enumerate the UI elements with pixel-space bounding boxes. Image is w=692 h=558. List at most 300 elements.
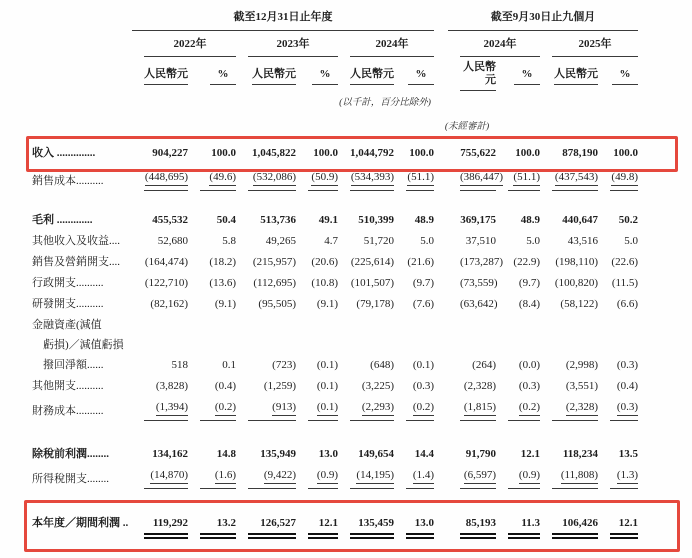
cell-value: (58,122): [560, 298, 598, 310]
cell-value: (0.1): [317, 401, 338, 416]
cell: [236, 397, 296, 425]
cell-value: 106,426: [562, 517, 598, 529]
cell: [394, 252, 434, 273]
cell-value: (6.6): [616, 298, 638, 310]
cell: [598, 397, 638, 425]
cell-value: 49.1: [318, 213, 338, 226]
cell-value: 14.8: [216, 447, 236, 460]
cell-value: (8.4): [518, 298, 540, 310]
cell: [296, 231, 338, 252]
cell: [236, 231, 296, 252]
cell-value: 13.2: [216, 517, 236, 529]
cell-value: (1.6): [215, 469, 236, 484]
cell: [394, 273, 434, 294]
cell-value: (1,815): [464, 401, 496, 416]
unit-header-row: [32, 61, 638, 91]
cell-value: (3,828): [155, 380, 188, 392]
row-label: 虧損)／減值虧損: [43, 338, 124, 351]
cell: [394, 231, 434, 252]
row-label: 行政開支..........: [32, 277, 104, 289]
cell: [132, 294, 188, 315]
cell: [598, 139, 638, 167]
rmb-header: 人民幣元: [132, 61, 188, 91]
cell: [496, 465, 540, 493]
cell: [434, 376, 496, 397]
units-note: (以千計，百分比除外): [339, 97, 431, 108]
table-row: [32, 167, 638, 195]
cell-value: 518: [171, 359, 188, 371]
cell-value: (10.8): [311, 277, 338, 289]
cell: [296, 397, 338, 425]
cell-value: 12.1: [618, 517, 638, 529]
cell-value: 440,647: [562, 213, 598, 226]
cell: [394, 443, 434, 465]
cell-value: (215,957): [252, 256, 296, 268]
cell-value: (532,086): [253, 171, 296, 186]
cell: [236, 273, 296, 294]
cell-value: (6,597): [464, 469, 496, 484]
cell-value: (173,287): [460, 256, 504, 268]
cell-value: (11.5): [611, 277, 638, 289]
table-row: [32, 209, 638, 231]
cell: [188, 209, 236, 231]
table-row: [32, 465, 638, 493]
cell-value: 48.9: [520, 213, 540, 226]
cell-value: 5.0: [526, 235, 540, 247]
cell-value: 118,234: [562, 447, 598, 460]
cell: [496, 443, 540, 465]
cell-value: (49.8): [611, 171, 638, 186]
row-label: 毛利 .............: [32, 213, 93, 226]
row-label: 撥回淨額......: [43, 359, 104, 371]
label-column-spacer: [32, 61, 132, 91]
cell: [188, 294, 236, 315]
cell: [132, 273, 188, 294]
cell: [394, 511, 434, 545]
cell: [598, 443, 638, 465]
cell-value: (1,259): [263, 380, 296, 392]
year-header-9m-2025: 2025年: [540, 34, 638, 61]
cell: [338, 294, 394, 315]
cell: [540, 209, 598, 231]
cell: [338, 355, 394, 376]
cell-value: (448,695): [145, 171, 188, 186]
cell-value: 149,654: [358, 447, 394, 460]
spacer-row: [32, 425, 638, 443]
cell: [496, 397, 540, 425]
cell: [188, 139, 236, 167]
row-label: 金融資產(減值: [32, 318, 102, 331]
cell: [188, 315, 236, 335]
cell: [296, 209, 338, 231]
cell-value: (73,559): [460, 277, 498, 289]
cell: [188, 335, 236, 355]
cell: [188, 465, 236, 493]
rmb-header: 人民幣元: [434, 61, 496, 91]
table-row: [32, 231, 638, 252]
table-row: [32, 443, 638, 465]
cell: [434, 397, 496, 425]
cell-value: (386,447): [460, 171, 503, 186]
cell: [540, 252, 598, 273]
cell: [540, 397, 598, 425]
cell: [434, 139, 496, 167]
cell-value: 51,720: [363, 235, 394, 247]
year-header-2023: 2023年: [236, 34, 338, 61]
cell-value: (20.6): [311, 256, 338, 268]
cell-value: (0.9): [519, 469, 540, 484]
cell: [338, 465, 394, 493]
cell-value: 12.1: [318, 517, 338, 529]
cell: [496, 139, 540, 167]
cell-value: (22.9): [513, 256, 540, 268]
cell-value: 0.1: [222, 359, 236, 371]
cell: [394, 335, 434, 355]
cell-value: (122,710): [144, 277, 188, 289]
cell-value: (0.3): [412, 380, 434, 392]
table-row: [32, 139, 638, 167]
cell-value: (0.2): [519, 401, 540, 416]
cell-value: (0.1): [316, 359, 338, 371]
row-label: 收入 ..............: [32, 146, 96, 159]
row-label: 銷售成本..........: [32, 174, 104, 187]
cell-value: (2,293): [362, 401, 394, 416]
cell-value: 49,265: [265, 235, 296, 247]
cell: [540, 511, 598, 545]
cell-value: 100.0: [515, 146, 540, 159]
cell: [434, 294, 496, 315]
cell: [132, 355, 188, 376]
cell: [132, 252, 188, 273]
cell: [434, 231, 496, 252]
table-row: [32, 511, 638, 545]
cell-value: 135,949: [260, 447, 296, 460]
cell: [236, 511, 296, 545]
cell: [540, 355, 598, 376]
cell: [540, 139, 598, 167]
cell: [338, 139, 394, 167]
cell: [132, 443, 188, 465]
cell-value: (50.9): [311, 171, 338, 186]
cell: [394, 294, 434, 315]
percent-header: %: [598, 61, 638, 91]
cell-value: (198,110): [555, 256, 598, 268]
cell: [598, 167, 638, 195]
cell-value: 904,227: [152, 146, 188, 159]
cell: [434, 511, 496, 545]
cell-value: (913): [272, 401, 296, 416]
cell: [236, 167, 296, 195]
cell: [540, 315, 598, 335]
cell: [236, 315, 296, 335]
cell: [540, 294, 598, 315]
cell: [434, 355, 496, 376]
cell: [434, 273, 496, 294]
cell: [338, 315, 394, 335]
cell: [338, 511, 394, 545]
cell: [236, 252, 296, 273]
cell: [338, 273, 394, 294]
cell: [296, 443, 338, 465]
cell-value: (82,162): [150, 298, 188, 310]
cell: [188, 273, 236, 294]
cell: [188, 397, 236, 425]
period-group-nine-months-label: 截至9月30日止九個月: [448, 11, 638, 31]
cell: [394, 209, 434, 231]
cell-value: (437,543): [555, 171, 598, 186]
cell-value: (648): [370, 359, 394, 371]
cell: [598, 209, 638, 231]
cell-value: 13.0: [414, 517, 434, 529]
cell-value: (21.6): [407, 256, 434, 268]
cell-value: 5.8: [222, 235, 236, 247]
cell: [132, 231, 188, 252]
cell-value: 13.0: [318, 447, 338, 460]
cell: [496, 376, 540, 397]
cell-value: 100.0: [409, 146, 434, 159]
cell-value: (13.6): [209, 277, 236, 289]
cell-value: (9.1): [214, 298, 236, 310]
cell-value: (0.2): [215, 401, 236, 416]
cell: [132, 167, 188, 195]
cell-value: (7.6): [412, 298, 434, 310]
cell-value: (0.3): [616, 359, 638, 371]
cell: [296, 167, 338, 195]
cell: [188, 376, 236, 397]
unaudited-note: (未經審計): [444, 121, 490, 132]
cell-value: 755,622: [460, 146, 496, 159]
cell-value: (51.1): [407, 171, 434, 186]
table-row: [32, 376, 638, 397]
cell: [394, 465, 434, 493]
cell: [496, 209, 540, 231]
cell: [236, 355, 296, 376]
table-body: [32, 139, 638, 545]
cell: [598, 465, 638, 493]
percent-header: %: [496, 61, 540, 91]
cell-value: (112,695): [253, 277, 296, 289]
cell-value: (3,551): [565, 380, 598, 392]
row-label: 其他開支..........: [32, 380, 104, 392]
cell: [598, 511, 638, 545]
cell-value: 5.0: [624, 235, 638, 247]
table-row: [32, 397, 638, 425]
table-row: [32, 252, 638, 273]
table-row: [32, 273, 638, 294]
cell: [598, 252, 638, 273]
cell: [296, 511, 338, 545]
cell: [598, 315, 638, 335]
cell-value: (0.9): [317, 469, 338, 484]
cell-value: (49.6): [209, 171, 236, 186]
cell: [236, 294, 296, 315]
cell: [394, 167, 434, 195]
cell-value: 134,162: [152, 447, 188, 460]
cell: [434, 167, 504, 195]
table-row: [32, 315, 638, 335]
cell-value: (0.0): [518, 359, 540, 371]
cell: [540, 376, 598, 397]
cell-value: (63,642): [460, 298, 498, 310]
cell: [338, 335, 394, 355]
cell: [394, 139, 434, 167]
cell: [338, 376, 394, 397]
cell-value: 126,527: [260, 517, 296, 529]
cell: [188, 355, 236, 376]
row-label: 除稅前利潤........: [32, 447, 109, 460]
cell-value: (0.1): [316, 380, 338, 392]
cell: [338, 231, 394, 252]
cell-value: 12.1: [520, 447, 540, 460]
cell: [132, 315, 188, 335]
row-label: 銷售及營銷開支....: [32, 256, 120, 268]
cell-value: 1,045,822: [252, 146, 296, 159]
label-column-spacer: [32, 8, 132, 34]
cell: [496, 315, 540, 335]
rmb-header: 人民幣元: [236, 61, 296, 91]
row-label: 其他收入及收益....: [32, 235, 120, 247]
cell-value: (2,998): [565, 359, 598, 371]
cell: [496, 294, 540, 315]
cell-value: 100.0: [313, 146, 338, 159]
cell: [338, 443, 394, 465]
cell-value: (18.2): [209, 256, 236, 268]
table-row: [32, 355, 638, 376]
cell: [236, 443, 296, 465]
cell: [338, 252, 394, 273]
cell-value: (723): [272, 359, 296, 371]
cell-value: (0.3): [617, 401, 638, 416]
cell-value: (14,870): [150, 469, 188, 484]
cell: [188, 443, 236, 465]
cell-value: (9,422): [264, 469, 296, 484]
cell-value: 50.2: [618, 213, 638, 226]
cell: [540, 335, 598, 355]
year-header-9m-2024: 2024年: [434, 34, 540, 61]
units-note-row: [32, 91, 638, 115]
financial-table: [32, 8, 638, 545]
cell: [132, 209, 188, 231]
rmb-header: 人民幣元: [540, 61, 598, 91]
cell: [434, 315, 496, 335]
cell-value: 135,459: [358, 517, 394, 529]
percent-header: %: [394, 61, 434, 91]
cell-value: (14,195): [356, 469, 394, 484]
cell-value: 455,532: [152, 213, 188, 226]
cell: [540, 167, 598, 195]
cell: [236, 376, 296, 397]
cell: [540, 465, 598, 493]
cell-value: 11.3: [521, 517, 540, 529]
cell: [598, 355, 638, 376]
unaudited-note-row: [32, 115, 638, 139]
cell: [132, 376, 188, 397]
cell: [540, 443, 598, 465]
year-header-row: [32, 34, 638, 61]
cell-value: (0.2): [413, 401, 434, 416]
cell: [496, 273, 540, 294]
cell: [296, 252, 338, 273]
cell-value: (225,614): [350, 256, 394, 268]
percent-header: %: [296, 61, 338, 91]
cell: [434, 209, 496, 231]
percent-header: %: [188, 61, 236, 91]
cell: [496, 511, 540, 545]
cell-value: (164,474): [144, 256, 188, 268]
cell: [236, 139, 296, 167]
cell: [434, 465, 496, 493]
table-row: [32, 335, 638, 355]
cell: [296, 315, 338, 335]
cell: [132, 335, 188, 355]
cell: [132, 139, 188, 167]
cell-value: 48.9: [414, 213, 434, 226]
cell-value: 14.4: [414, 447, 434, 460]
cell: [296, 355, 338, 376]
cell-value: (0.4): [616, 380, 638, 392]
cell: [496, 355, 540, 376]
cell-value: 4.7: [324, 235, 338, 247]
cell: [434, 252, 504, 273]
cell-value: (1.3): [617, 469, 638, 484]
cell-value: (3,225): [361, 380, 394, 392]
cell-value: 100.0: [211, 146, 236, 159]
cell-value: (9.7): [518, 277, 540, 289]
cell-value: (101,507): [350, 277, 394, 289]
cell-value: (22.6): [611, 256, 638, 268]
cell-value: 878,190: [562, 146, 598, 159]
cell: [132, 511, 188, 545]
cell-value: 100.0: [613, 146, 638, 159]
cell: [296, 273, 338, 294]
cell-value: 13.5: [618, 447, 638, 460]
spacer-row: [32, 195, 638, 209]
cell-value: (1.4): [413, 469, 434, 484]
year-header-2022: 2022年: [132, 34, 236, 61]
row-label: 所得稅開支........: [32, 472, 109, 485]
cell-value: (9.1): [316, 298, 338, 310]
cell: [540, 273, 598, 294]
cell: [598, 231, 638, 252]
cell: [236, 465, 296, 493]
period-group-annual-label: 截至12月31日止年度: [132, 11, 434, 31]
cell: [188, 231, 236, 252]
cell-value: 5.0: [420, 235, 434, 247]
cell: [598, 376, 638, 397]
cell-value: (2,328): [463, 380, 496, 392]
cell: [434, 443, 496, 465]
row-label: 財務成本..........: [32, 404, 104, 417]
cell-value: 91,790: [465, 447, 496, 460]
cell-value: 85,193: [465, 517, 496, 529]
cell: [188, 252, 236, 273]
period-group-header-row: [32, 8, 638, 34]
cell-value: 37,510: [465, 235, 496, 247]
cell: [598, 273, 638, 294]
cell: [598, 335, 638, 355]
cell-value: (100,820): [554, 277, 598, 289]
cell: [338, 397, 394, 425]
cell: [236, 335, 296, 355]
spacer-row: [32, 493, 638, 511]
cell: [296, 335, 338, 355]
cell-value: (0.1): [412, 359, 434, 371]
cell: [496, 335, 540, 355]
cell-value: (264): [472, 359, 496, 371]
cell-value: (11,808): [561, 469, 598, 484]
cell: [540, 231, 598, 252]
cell: [296, 139, 338, 167]
